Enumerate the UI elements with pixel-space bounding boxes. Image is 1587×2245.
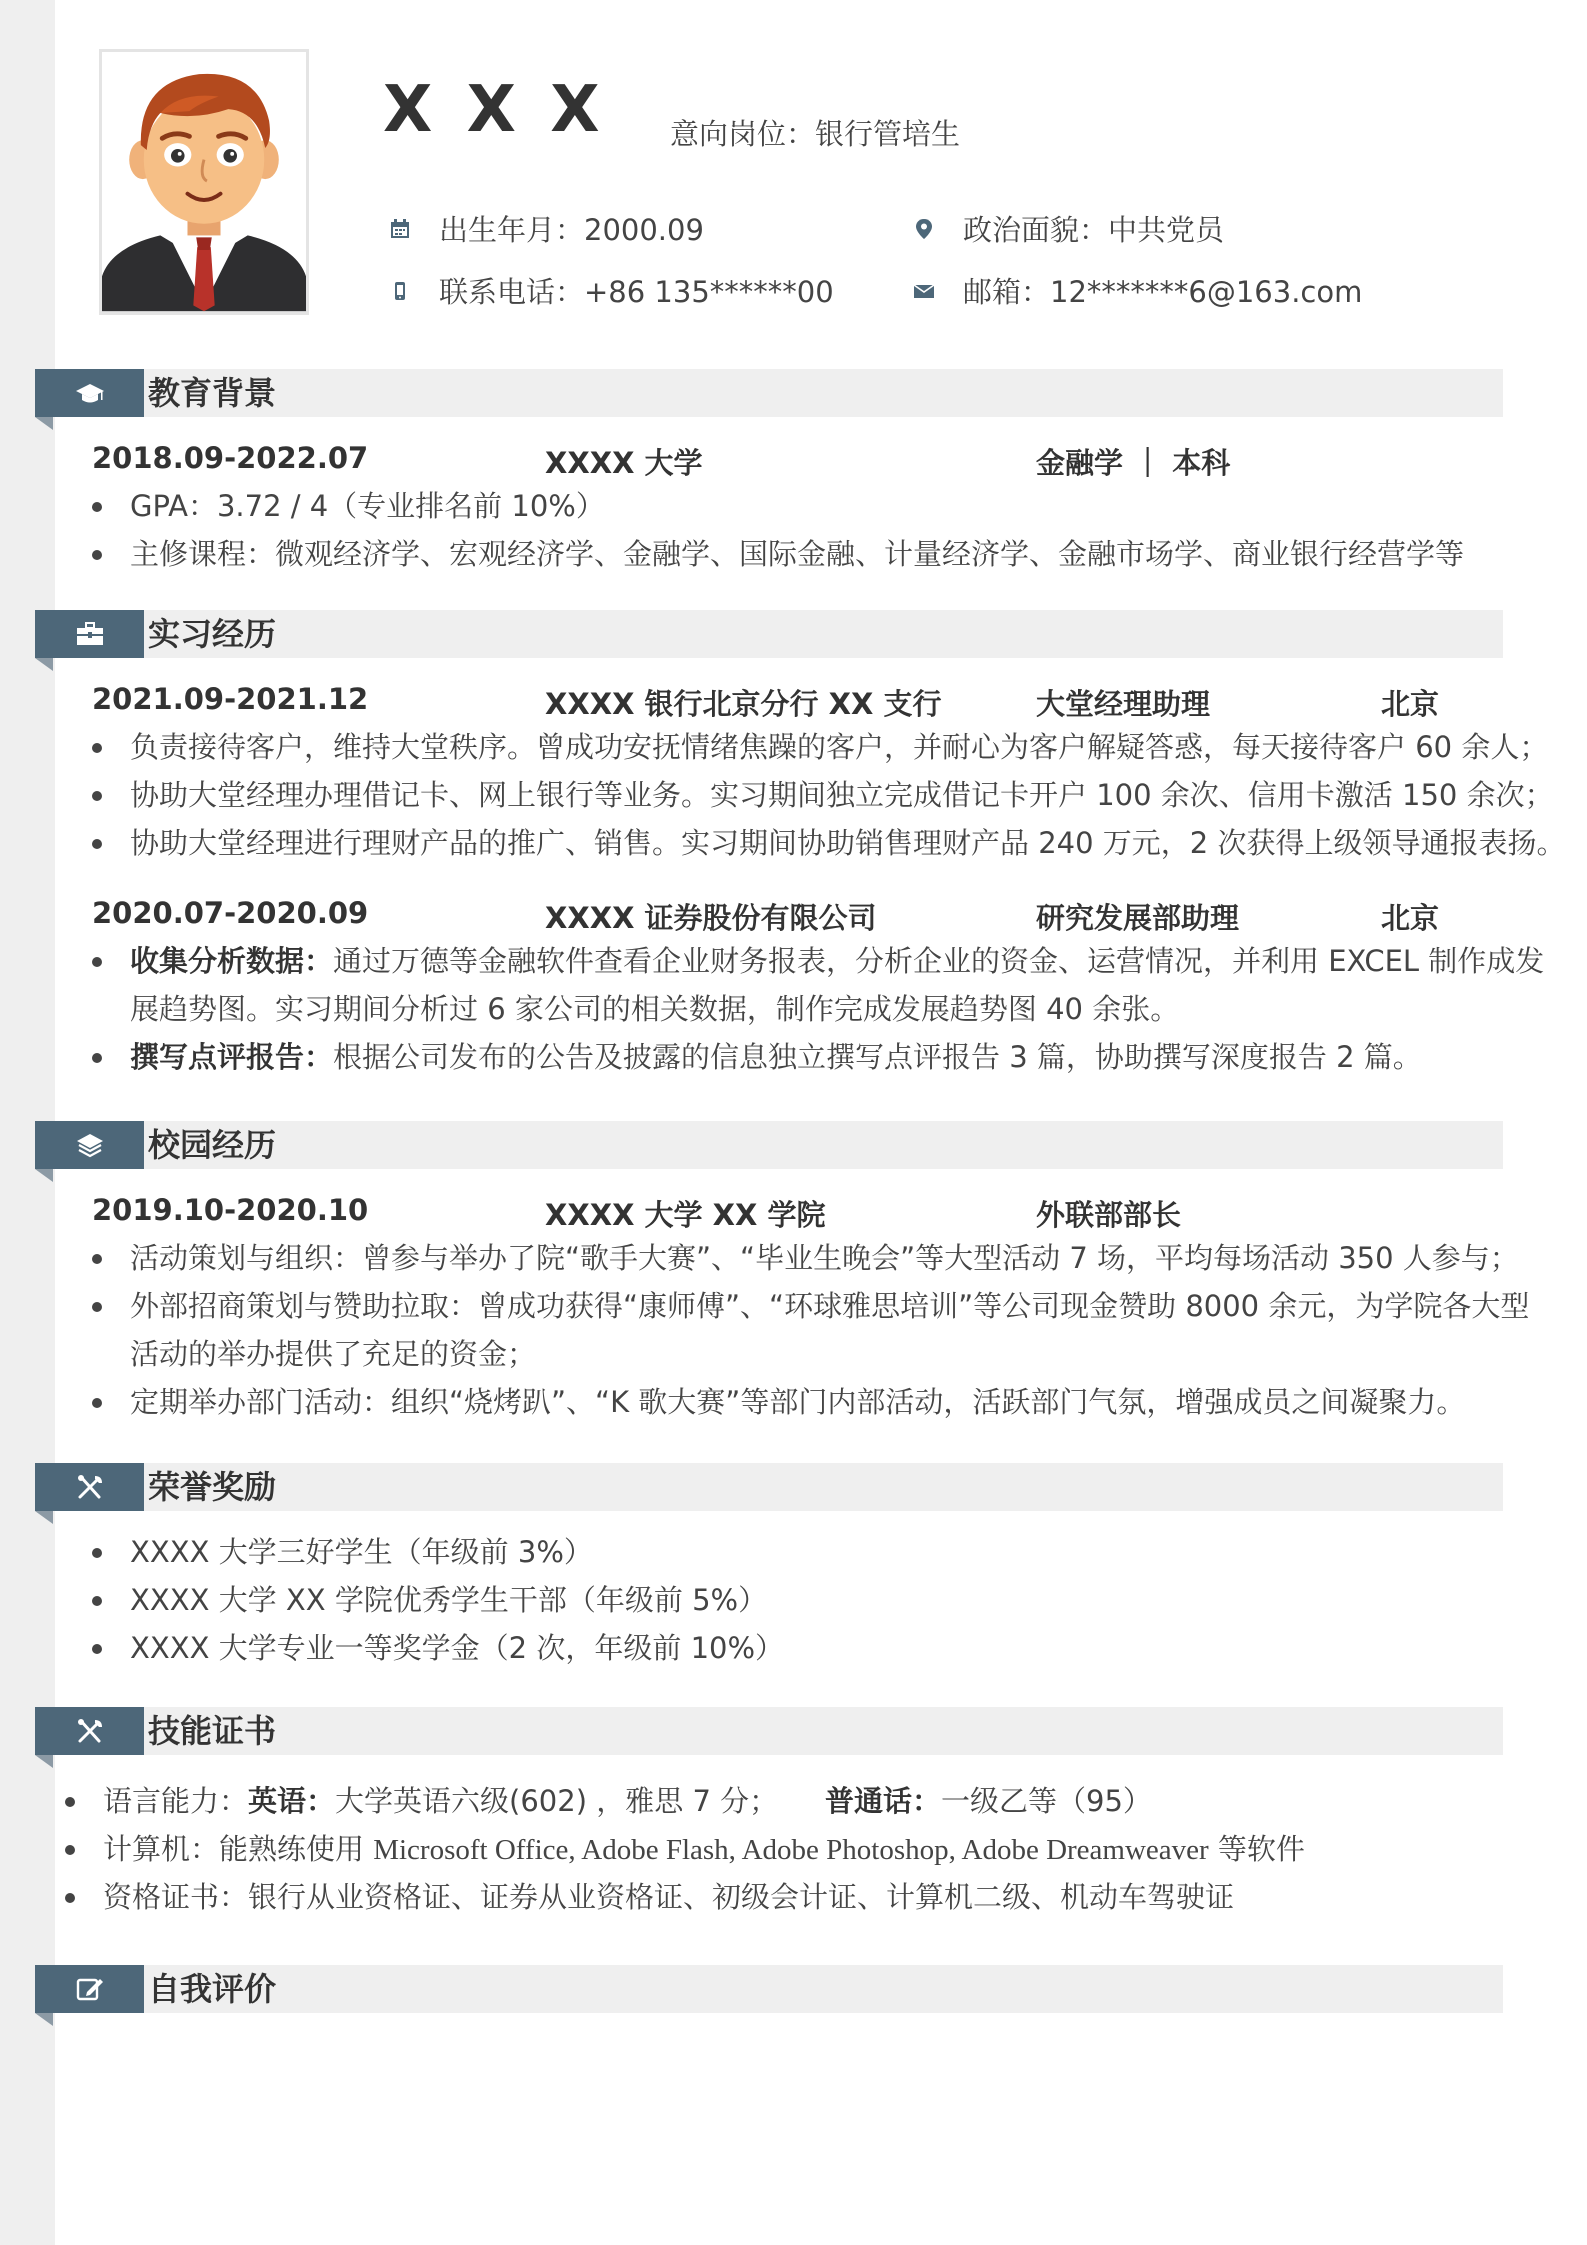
campus-date: 2019.10-2020.10 xyxy=(92,1193,369,1227)
envelope-icon xyxy=(913,280,935,302)
section-campus-header xyxy=(35,1121,1503,1171)
job-date: 2021.09-2021.12 xyxy=(92,682,369,716)
job-intent: 意向岗位：银行管培生 xyxy=(670,117,961,151)
graduation-cap-icon xyxy=(75,379,105,407)
avatar-photo xyxy=(99,49,309,315)
email-info: 邮箱：12*******6@163.com xyxy=(913,270,1362,311)
section-title: 技能证书 xyxy=(148,1712,277,1750)
tools-icon xyxy=(75,1473,105,1501)
section-self-eval-header xyxy=(35,1965,1503,2015)
job-date: 2020.07-2020.09 xyxy=(92,896,369,930)
phone-info: 联系电话：+86 135******00 xyxy=(389,270,834,311)
calendar-icon xyxy=(389,218,411,240)
birth-info: 出生年月：2000.09 xyxy=(389,208,704,249)
edu-major: 金融学 ｜ 本科 xyxy=(1036,446,1231,480)
section-title: 校园经历 xyxy=(148,1126,277,1164)
edu-date: 2018.09-2022.07 xyxy=(92,441,369,475)
job-city: 北京 xyxy=(1381,687,1440,721)
section-title: 教育背景 xyxy=(148,374,277,412)
candidate-name: X X X xyxy=(383,73,606,147)
mobile-phone-icon xyxy=(389,280,411,302)
briefcase-icon xyxy=(75,620,105,648)
campus-org: XXXX 大学 XX 学院 xyxy=(545,1198,826,1232)
politics-info: 政治面貌：中共党员 xyxy=(913,208,1224,249)
section-internship-header xyxy=(35,610,1503,660)
section-skills-header xyxy=(35,1707,1503,1757)
section-title: 自我评价 xyxy=(148,1970,277,2008)
location-pin-icon xyxy=(913,218,935,240)
job-role: 研究发展部助理 xyxy=(1036,901,1240,935)
job-role: 大堂经理助理 xyxy=(1036,687,1211,721)
edu-school: XXXX 大学 xyxy=(545,446,703,480)
job-city: 北京 xyxy=(1381,901,1440,935)
section-honors-header xyxy=(35,1463,1503,1513)
section-education-header xyxy=(35,369,1503,419)
layers-icon xyxy=(75,1131,105,1159)
edit-icon xyxy=(75,1975,105,2003)
tools-icon xyxy=(75,1717,105,1745)
section-title: 实习经历 xyxy=(148,615,277,653)
job-company: XXXX 银行北京分行 XX 支行 xyxy=(545,687,942,721)
campus-role: 外联部部长 xyxy=(1036,1198,1182,1232)
section-title: 荣誉奖励 xyxy=(148,1468,277,1506)
job-company: XXXX 证券股份有限公司 xyxy=(545,901,877,935)
